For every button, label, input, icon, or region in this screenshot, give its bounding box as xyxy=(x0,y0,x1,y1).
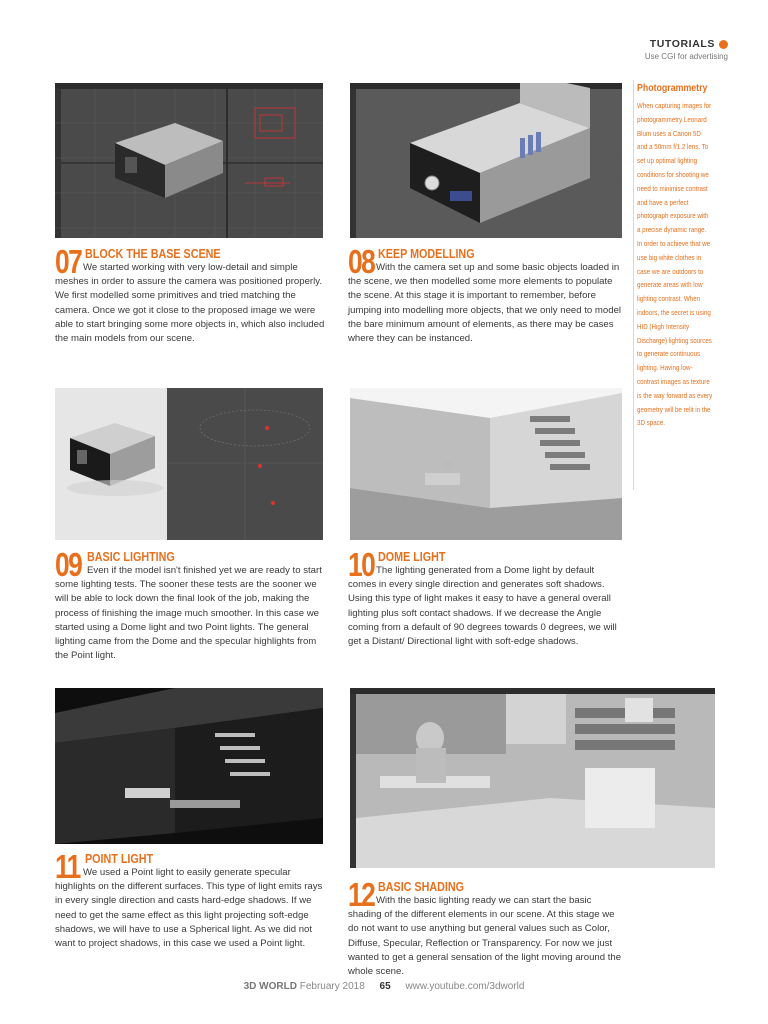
section-title: TUTORIALS xyxy=(649,38,715,50)
step-12 xyxy=(348,876,626,979)
step-10-image xyxy=(350,388,622,540)
step-number: 12 xyxy=(348,876,375,913)
step-number: 08 xyxy=(348,243,375,280)
step-08 xyxy=(348,243,623,346)
step-title: KEEP MODELLING xyxy=(378,247,475,261)
step-number: 10 xyxy=(348,546,375,583)
step-11-image xyxy=(55,688,323,844)
sidebar-title: Photogrammetry xyxy=(637,83,708,94)
step-body: We started working with very low-detail and simple meshes in order to assure the camera was positioned properly. We first modelled some primitives and tried matching the camera. Once we got it close to the proposed image we were able to start bringing some more objects in, which also included the main models from our scene. xyxy=(55,262,325,345)
step-07 xyxy=(55,243,325,346)
step-number: 07 xyxy=(55,243,82,280)
step-body: The lighting generated from a Dome light by default comes in every single direction and generates soft shadows. Using this type of light makes it easy to have a general overall lighting plus soft contact shadows. If we decrease the Angle coming from a default of 90 degrees towards 0 degrees, we will get a Distant/ Directional light with soft-edge shadows. xyxy=(348,565,617,648)
photogrammetry-sidebar xyxy=(637,83,713,430)
step-body: Even if the model isn't finished yet we are ready to start some lighting tests. The sooner these tests are the sooner we will be able to lock down the final look of the job, making the process of finishing the image much smoother. In this case we started using a Dome light and two Point lights. The general lighting came from the Dome and the specular highlights from the Point light. xyxy=(55,565,322,662)
step-09-image xyxy=(55,388,323,540)
footer-url[interactable]: www.youtube.com/3dworld xyxy=(405,981,525,992)
page-footer xyxy=(0,981,768,992)
step-number: 11 xyxy=(55,848,80,885)
step-10 xyxy=(348,546,623,649)
issue-date: February 2018 xyxy=(299,981,365,992)
step-body: We used a Point light to easily generate specular highlights on the different surfaces. This type of light emits rays in every single direction and casts hard-edge shadows. If we need to get the same effect as this light projecting soft-edge shadows, we will have to use a Spherical light. As we did not want to project shadows, in this case we used a Point light. xyxy=(55,867,323,950)
step-body: With the basic lighting ready we can start the basic shading of the different elements in our scene. At this stage we do not want to use anything but general values such as Color, Diffuse, Specular, Reflection or Transparency. For now we just wanted to get a general sensation of the light moving around the whole scene. xyxy=(348,895,622,978)
step-title: BLOCK THE BASE SCENE xyxy=(85,247,221,261)
step-09 xyxy=(55,546,325,663)
step-07-image xyxy=(55,83,323,238)
magazine-name: 3D WORLD xyxy=(243,981,297,992)
step-08-image xyxy=(350,83,622,238)
page-header xyxy=(645,38,728,61)
sidebar-body: When capturing images for photogrammetry Leonard Blum uses a Canon 5D and a 50mm f/1.2 lens. To set up optimal lighting conditions for shooting we need to minimise contrast and have a perfect photograph exposure with a precise dynamic range. In order to achieve that we use big white clothes in case we are outdoors to generate areas with low lighting contrast. When indoors, the secret is using HID (High Intensity Discharge) lighting sources to generate continuous lighting. Having low-contrast images as texture is the way forward as every geometry will be relit in the 3D space. xyxy=(637,101,713,428)
step-title: DOME LIGHT xyxy=(378,550,446,564)
section-subtitle: Use CGI for advertising xyxy=(644,52,728,61)
step-number: 09 xyxy=(55,546,82,583)
page-number: 65 xyxy=(379,981,391,992)
step-12-image xyxy=(350,688,715,868)
orange-dot-icon xyxy=(719,40,728,49)
step-body: With the camera set up and some basic objects loaded in the scene, we then modelled some more elements to populate the scene. At this stage it is important to remember, before jumping into modelling more objects, that we only need to model the bare minimum amount of elements, as there may be cases where they can be instanced. xyxy=(348,262,622,345)
step-title: BASIC LIGHTING xyxy=(87,550,175,564)
step-11 xyxy=(55,848,325,951)
step-title: BASIC SHADING xyxy=(378,880,465,894)
section-label xyxy=(645,38,728,50)
step-title: POINT LIGHT xyxy=(85,852,154,866)
sidebar-divider xyxy=(633,80,634,490)
